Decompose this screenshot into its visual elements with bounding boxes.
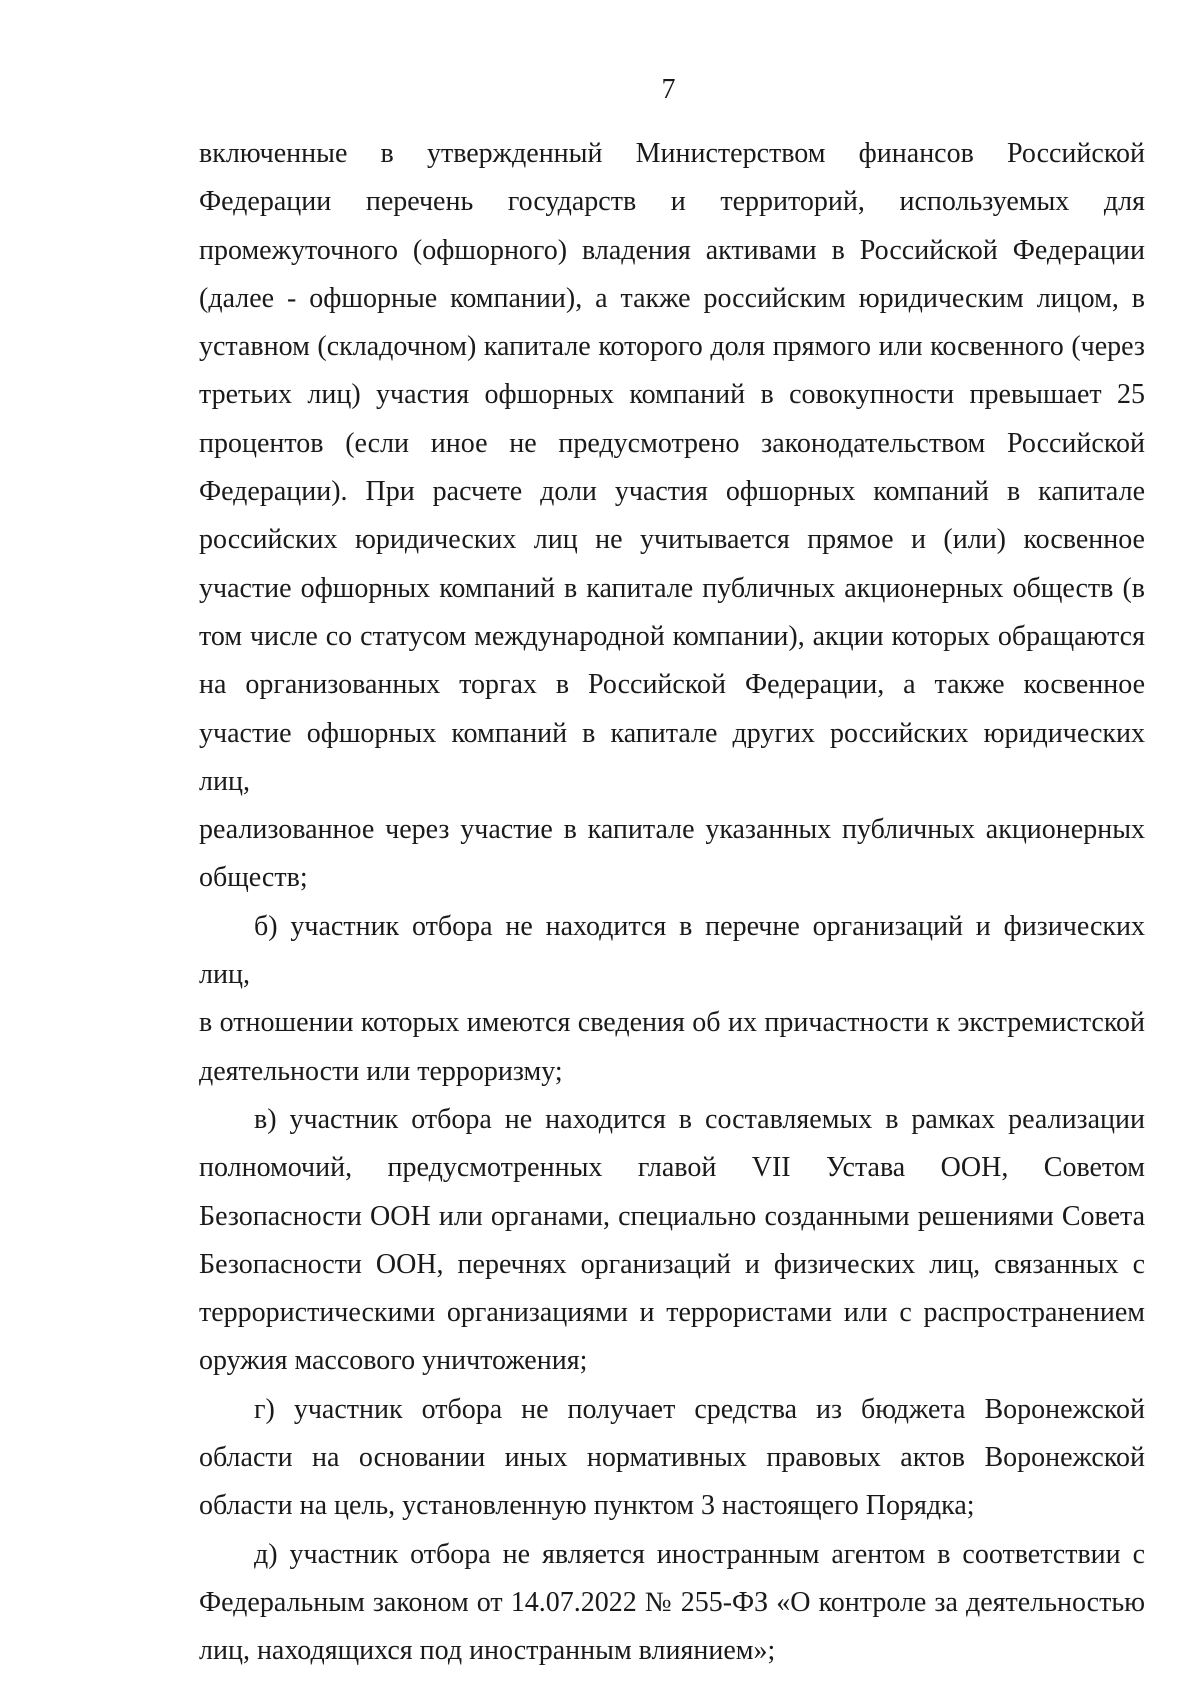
text-line: области на цель, установленную пунктом 3 настоящего Порядка; xyxy=(199,1490,975,1522)
paragraph-b xyxy=(199,903,1145,1096)
text-line: обществ; xyxy=(199,862,308,894)
text-line: участие офшорных компаний в капитале других российских юридических лиц, xyxy=(199,717,1145,797)
paragraph-v xyxy=(199,1096,1145,1386)
paragraph-d xyxy=(199,1531,1145,1676)
text-line: на организованных торгах в Российской Федерации, а также косвенное xyxy=(199,669,1145,701)
text-line: г) участник отбора не получает средства из бюджета Воронежской xyxy=(254,1393,1145,1425)
text-line: лиц, находящихся под иностранным влиянием»; xyxy=(199,1635,776,1667)
text-line: б) участник отбора не находится в перечне организаций и физических лиц, xyxy=(199,910,1145,991)
paragraph-g xyxy=(199,1386,1145,1531)
page-number: 7 xyxy=(661,74,676,105)
text-line: российских юридических лиц не учитывается прямое и (или) косвенное xyxy=(199,524,1145,556)
text-line: Безопасности ООН или органами, специально созданными решениями Совета xyxy=(199,1200,1145,1232)
text-line: области на основании иных нормативных правовых актов Воронежской xyxy=(199,1442,1145,1474)
text-line: Федеральным законом от 14.07.2022 № 255-ФЗ «О контроле за деятельностью xyxy=(199,1586,1145,1618)
document-body xyxy=(199,130,1145,1676)
text-line: промежуточного (офшорного) владения активами в Российской Федерации xyxy=(199,234,1145,266)
text-line: в) участник отбора не находится в составляемых в рамках реализации xyxy=(254,1103,1145,1135)
text-line: (далее - офшорные компании), а также российским юридическим лицом, в xyxy=(199,282,1145,314)
text-line: Федерации перечень государств и территорий, используемых для xyxy=(199,186,1145,218)
text-line: том числе со статусом международной компании), акции которых обращаются xyxy=(199,620,1145,652)
text-line: реализованное через участие в капитале указанных публичных акционерных xyxy=(199,814,1145,846)
text-line: Федерации). При расчете доли участия офшорных компаний в капитале xyxy=(199,476,1145,508)
text-line: деятельности или терроризму; xyxy=(199,1055,563,1087)
text-line: оружия массового уничтожения; xyxy=(199,1345,588,1377)
text-line: Безопасности ООН, перечнях организаций и физических лиц, связанных с xyxy=(199,1248,1145,1280)
text-line: процентов (если иное не предусмотрено законодательством Российской xyxy=(199,427,1145,459)
text-line: полномочий, предусмотренных главой VII Устава ООН, Советом xyxy=(199,1152,1145,1184)
text-line: террористическими организациями и террористами или с распространением xyxy=(199,1297,1145,1329)
text-line: включенные в утвержденный Министерством финансов Российской xyxy=(199,138,1145,169)
text-line: участие офшорных компаний в капитале публичных акционерных обществ (в xyxy=(199,572,1145,604)
paragraph-offshore-companies xyxy=(199,130,1145,903)
text-line: уставном (складочном) капитале которого доля прямого или косвенного (через xyxy=(199,331,1145,363)
text-line: третьих лиц) участия офшорных компаний в совокупности превышает 25 xyxy=(199,379,1145,411)
text-line: д) участник отбора не является иностранным агентом в соответствии с xyxy=(254,1538,1145,1570)
text-line: в отношении которых имеются сведения об их причастности к экстремистской xyxy=(199,1007,1145,1039)
